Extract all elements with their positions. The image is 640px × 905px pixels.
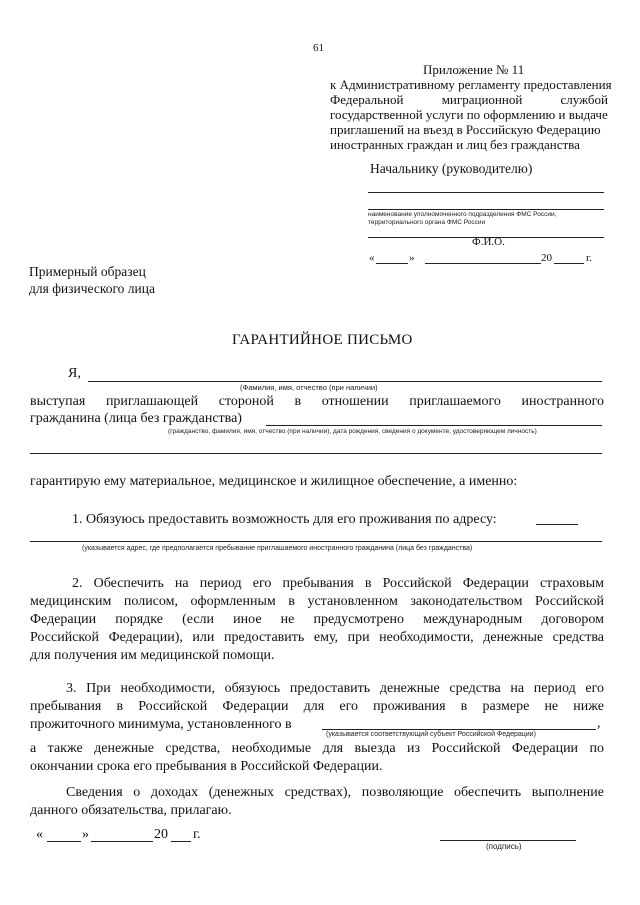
footer-year: 20 [154,827,168,842]
date-year-line [554,263,584,264]
footer-date-close: » [82,827,89,842]
footer-year-suffix: г. [193,827,201,842]
addressee-caption: территориального органа ФМС России [368,219,486,226]
date-quote-open: « [369,252,375,264]
item-3-line: прожиточного минимума, установленного в [30,717,292,732]
address-line-2 [30,541,602,542]
income-line: данного обязательства, прилагаю. [30,803,232,818]
item-2-line: Федерации порядке (если иное не предусмотрено международным договором [30,612,604,627]
addressee-line [368,192,604,193]
item-3-continuation [30,740,604,776]
date-month-line [425,263,541,264]
date-year-suffix: г. [586,252,593,264]
subject-line [322,729,596,730]
footer-month-line [91,841,153,842]
item-3-line: 3. При необходимости, обязуюсь предоставить денежные средства на период его [66,681,604,696]
item-2-line: 2. Обеспечить на период его пребывания в Российской Федерации страховым [72,576,604,591]
footer-date-open: « [36,827,43,842]
appendix-line: иностранных граждан и лиц без гражданства [330,137,580,152]
citizen-line-2 [30,453,602,454]
ya-label: Я, [68,366,81,381]
appendix-line: к Административному регламенту предоставления [330,77,612,92]
citizen-caption: (гражданство, фамилия, имя, отчество (при наличии), дата рождения, сведения о документе, удостоверяющем личность) [168,428,537,435]
name-line [88,381,602,382]
sample-label: для физического лица [29,281,155,296]
address-line [536,524,578,525]
signature-line [440,840,576,841]
addressee-caption: наименование уполномоченного подразделения ФМС России, [368,211,557,218]
income-paragraph [30,784,604,820]
fio-caption: Ф.И.О. [472,236,505,248]
acting-line: гражданина (лица без гражданства) [30,411,242,426]
page-number: 61 [313,42,324,54]
acting-line: выступая приглашающей стороной в отношении приглашаемого иностранного [30,394,604,409]
item-2-line: Российской Федерации), или предоставить ему, при необходимости, денежные средства [30,630,604,645]
item-3-paragraph [30,680,604,734]
item-3-line: окончании срока его пребывания в Российской Федерации. [30,759,383,774]
citizen-line [266,425,602,426]
addressee-line [368,209,604,210]
date-quote-close: » [409,252,415,264]
signature-caption: (подпись) [486,842,522,851]
sample-label: Примерный образец [29,264,146,279]
subject-caption: (указывается соответствующий субъект Российской Федерации) [326,731,536,738]
name-caption: (Фамилия, имя, отчество (при наличии) [240,383,378,392]
date-day-line [376,263,408,264]
guarantee-text: гарантирую ему материальное, медицинское и жилищное обеспечение, а именно: [30,474,518,489]
item-3-line: пребывания в Российской Федерации для его проживания в размере не ниже [30,699,604,714]
appendix-line: Федеральной миграционной службой [330,92,608,107]
item-2-paragraph [30,575,604,665]
item-3-line: а также денежные средства, необходимые для выезда из Российской Федерации по [30,741,604,756]
address-caption: (указывается адрес, где предполагается пребывание приглашаемого иностранного гражданина (лица без гражданства) [82,545,473,552]
item-3-comma: , [597,716,601,731]
income-line: Сведения о доходах (денежных средствах), позволяющие обеспечить выполнение [66,785,604,800]
footer-year-line [171,841,191,842]
item-2-line: медицинским полисом, оформленным в установленном законодательством Российской [30,594,604,609]
item-2-line: для получения им медицинской помощи. [30,648,275,663]
item-1-text: 1. Обязуюсь предоставить возможность для его проживания по адресу: [72,512,497,527]
appendix-title: Приложение № 11 [423,62,525,77]
appendix-line: приглашений на въезд в Российскую Федерацию [330,122,601,137]
date-year: 20 [541,252,552,264]
page-title: ГАРАНТИЙНОЕ ПИСЬМО [232,332,413,348]
addressee-to: Начальнику (руководителю) [370,161,533,176]
appendix-block [330,62,612,152]
appendix-line: государственной услуги по оформлению и выдаче [330,107,608,122]
footer-day-line [47,841,81,842]
